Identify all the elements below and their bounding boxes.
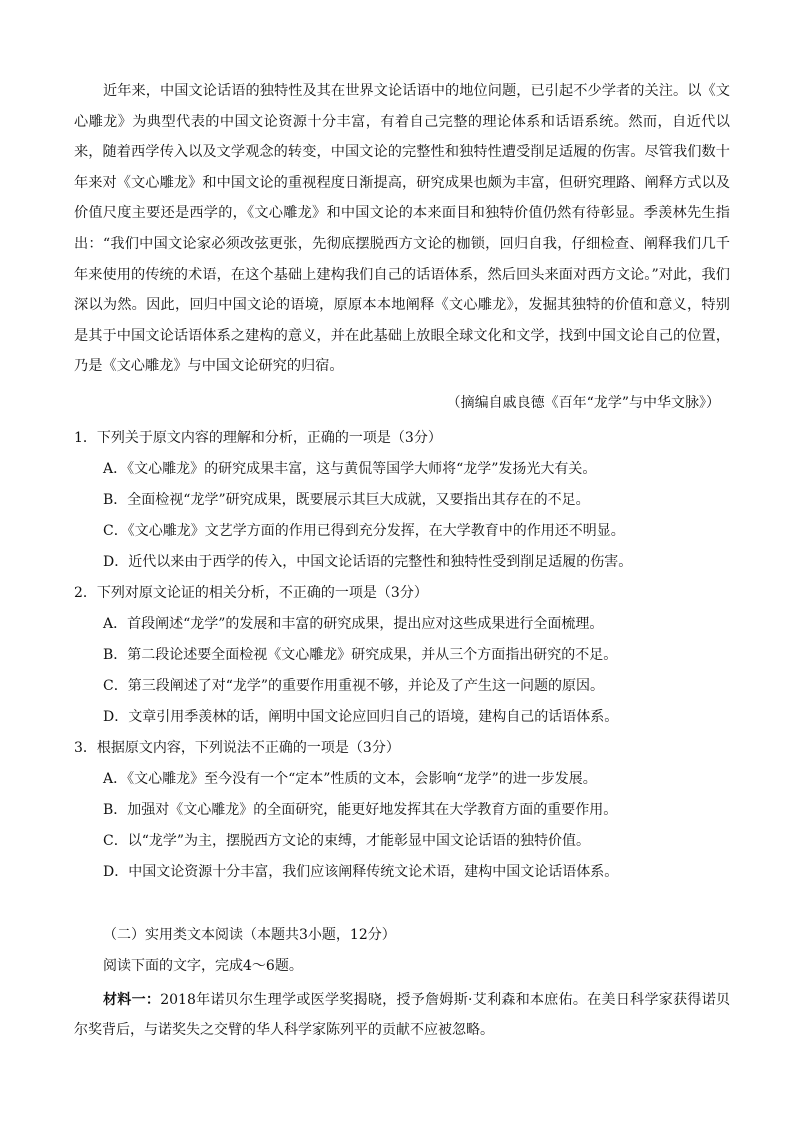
material-text: 2018年诺贝尔生理学或医学奖揭晓，授予詹姆斯·艾利森和本庶佑。在美日科学家获得诺贝尔奖背后，与诺奖失之交臂的华人科学家陈列平的贡献不应被忽略。 bbox=[74, 992, 731, 1038]
section-instruction: 阅读下面的文字，完成4～6题。 bbox=[103, 958, 303, 974]
question-1-stem: 1．下列关于原文内容的理解和分析，正确的一项是（3分） bbox=[74, 430, 442, 446]
question-3-option-b: B．加强对《文心雕龙》的全面研究，能更好地发挥其在大学教育方面的重要作用。 bbox=[103, 802, 618, 818]
passage-paragraph: 近年来，中国文论话语的独特性及其在世界文论话语中的地位问题，已引起不少学者的关注。以《文心雕龙》为典型代表的中国文论资源十分丰富，有着自己完整的理论体系和话语系统。然而，自近代以来，随着西学传入以及文学观念的转变，中国文论的完整性和独特性遭受削足适履的伤害。尽管我们数十年来对《文心雕龙》和中国文论的重视程度日渐提高，研究成果也颇为丰富，但研究理路、阐释方式以及价值尺度主要还是西学的，《文心雕龙》和中国文论的本来面目和独特价值仍然有待彰显。季羡林先生指出：“我们中国文论家必须改弦更张，先彻底摆脱西方文论的枷锁，回归自我，仔细检查、阐释我们几千年来使用的传统的术语，在这个基础上建构我们自己的话语体系，然后回头来面对西方文论。”对此，我们深以为然。因此，回归中国文论的语境，原原本本地阐释《文心雕龙》，发掘其独特的价值和意义，特别是其于中国文论话语体系之建构的意义，并在此基础上放眼全球文化和文学，找到中国文论自己的位置，乃是《文心雕龙》与中国文论研究的归宿。 bbox=[74, 83, 730, 375]
question-3-option-a: A．《文心雕龙》至今没有一个“定本”性质的文本，会影响“龙学”的进一步发展。 bbox=[103, 771, 597, 787]
question-1-option-c: C．《文心雕龙》文艺学方面的作用已得到充分发挥，在大学教育中的作用还不明显。 bbox=[103, 523, 625, 539]
question-2-option-d: D．文章引用季羡林的话，阐明中国文论应回归自己的语境，建构自己的话语体系。 bbox=[103, 709, 619, 725]
question-1-option-d: D．近代以来由于西学的传入，中国文论话语的完整性和独特性受到削足适履的伤害。 bbox=[103, 554, 633, 570]
question-1-option-a: A．《文心雕龙》的研究成果丰富，这与黄侃等国学大师将“龙学”发扬光大有关。 bbox=[103, 461, 597, 477]
question-3-option-d: D．中国文论资源十分丰富，我们应该阐释传统文论术语，建构中国文论话语体系。 bbox=[103, 864, 619, 880]
question-2-option-b: B．第二段论述要全面检视《文心雕龙》研究成果，并从三个方面指出研究的不足。 bbox=[103, 647, 618, 663]
question-3-stem: 3．根据原文内容，下列说法不正确的一项是（3分） bbox=[74, 740, 400, 756]
question-2-stem: 2．下列对原文论证的相关分析，不正确的一项是（3分） bbox=[74, 585, 428, 601]
material-paragraph bbox=[74, 985, 730, 1045]
question-2-option-c: C．第三段阐述了对“龙学”的重要作用重视不够，并论及了产生这一问题的原因。 bbox=[103, 678, 605, 694]
question-2-option-a: A．首段阐述“龙学”的发展和丰富的研究成果，提出应对这些成果进行全面梳理。 bbox=[103, 616, 604, 632]
question-3-option-c: C．以“龙学”为主，摆脱西方文论的束缚，才能彰显中国文论话语的独特价值。 bbox=[103, 833, 591, 849]
passage-source: （摘编自戚良德《百年“龙学”与中华文脉》） bbox=[446, 395, 720, 411]
question-1-option-b: B．全面检视“龙学”研究成果，既要展示其巨大成就，又要指出其存在的不足。 bbox=[103, 492, 590, 508]
material-label: 材料一： bbox=[103, 992, 161, 1008]
section-heading: （二）实用类文本阅读（本题共3小题，12分） bbox=[103, 927, 396, 943]
